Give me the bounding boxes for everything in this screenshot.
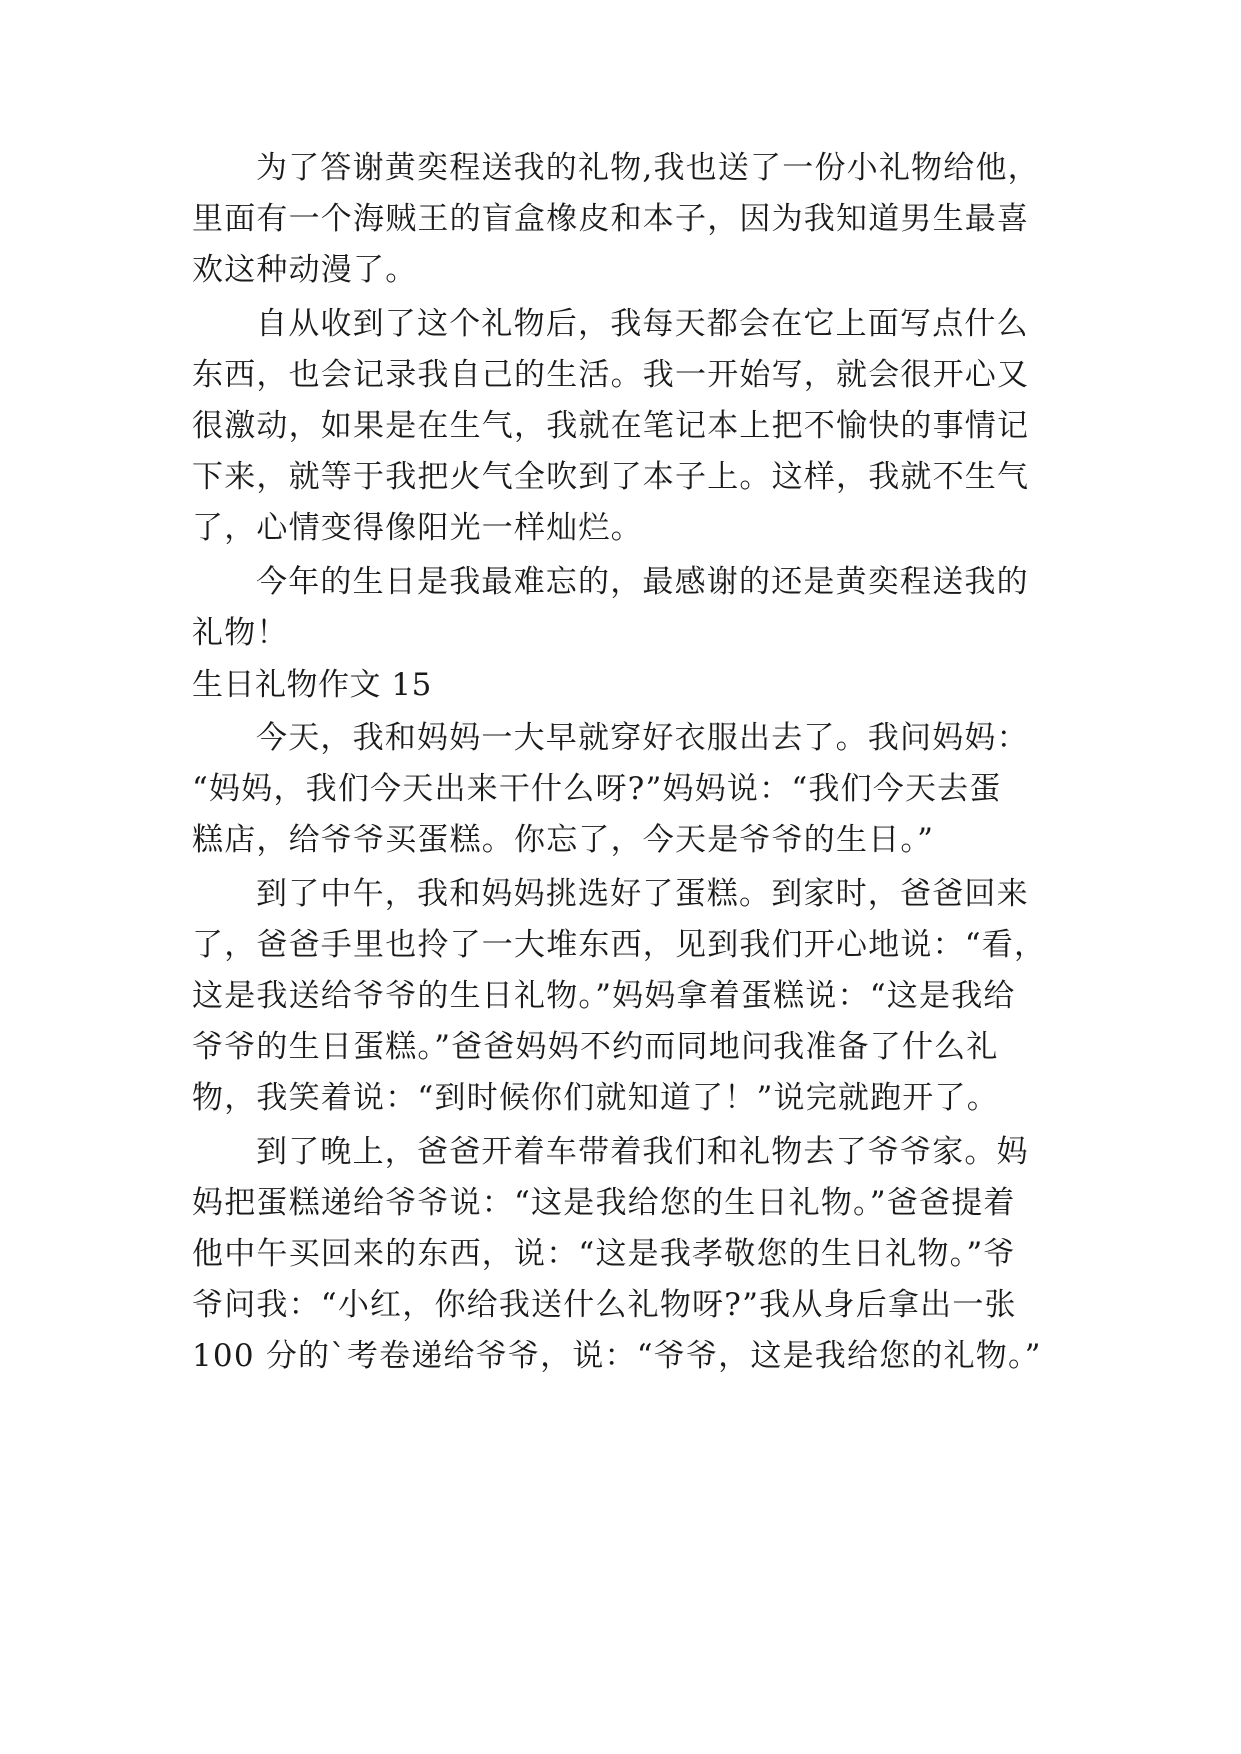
text-line: 下来，就等于我把火气全吹到了本子上。这样，我就不生气 — [192, 459, 1030, 495]
text-line: 到了中午，我和妈妈挑选好了蛋糕。到家时，爸爸回来 — [256, 876, 1029, 912]
text-line: 礼物！ — [192, 615, 289, 651]
text-line: 为了答谢黄奕程送我的礼物,我也送了一份小礼物给他， — [256, 150, 1040, 186]
text-line: 糕店，给爷爷买蛋糕。你忘了，今天是爷爷的生日。” — [192, 822, 935, 858]
text-line: “妈妈，我们今天出来干什么呀?”妈妈说：“我们今天去蛋 — [192, 771, 1002, 807]
text-line: 东西，也会记录我自己的生活。我一开始写，就会很开心又 — [192, 357, 1030, 393]
text-line: 妈把蛋糕递给爷爷说：“这是我给您的生日礼物。”爸爸提着 — [192, 1185, 1016, 1221]
text-line: 100 分的`考卷递给爷爷，说：“爷爷，这是我给您的礼物。” — [192, 1338, 1042, 1374]
text-line: 他中午买回来的东西，说：“这是我孝敬您的生日礼物。”爷 — [192, 1236, 1016, 1272]
section-heading: 生日礼物作文 15 — [192, 667, 432, 703]
text-line: 了，心情变得像阳光一样灿烂。 — [192, 510, 643, 546]
text-line: 很激动，如果是在生气，我就在笔记本上把不愉快的事情记 — [192, 408, 1030, 444]
text-line: 物，我笑着说：“到时候你们就知道了！”说完就跑开了。 — [192, 1080, 999, 1116]
text-line: 欢这种动漫了。 — [192, 252, 418, 288]
text-line: 爷问我：“小红，你给我送什么礼物呀?”我从身后拿出一张 — [192, 1287, 1017, 1323]
text-line: 今年的生日是我最难忘的，最感谢的还是黄奕程送我的 — [256, 564, 1029, 600]
text-line: 自从收到了这个礼物后，我每天都会在它上面写点什么 — [256, 306, 1029, 342]
text-line: 这是我送给爷爷的生日礼物。”妈妈拿着蛋糕说：“这是我给 — [192, 978, 1016, 1014]
text-line: 到了晚上，爸爸开着车带着我们和礼物去了爷爷家。妈 — [256, 1134, 1029, 1170]
text-line: 里面有一个海贼王的盲盒橡皮和本子，因为我知道男生最喜 — [192, 201, 1030, 237]
text-line: 了，爸爸手里也拎了一大堆东西，见到我们开心地说：“看， — [192, 927, 1047, 963]
text-line: 爷爷的生日蛋糕。”爸爸妈妈不约而同地问我准备了什么礼 — [192, 1029, 999, 1065]
text-line: 今天，我和妈妈一大早就穿好衣服出去了。我问妈妈： — [256, 720, 1029, 756]
